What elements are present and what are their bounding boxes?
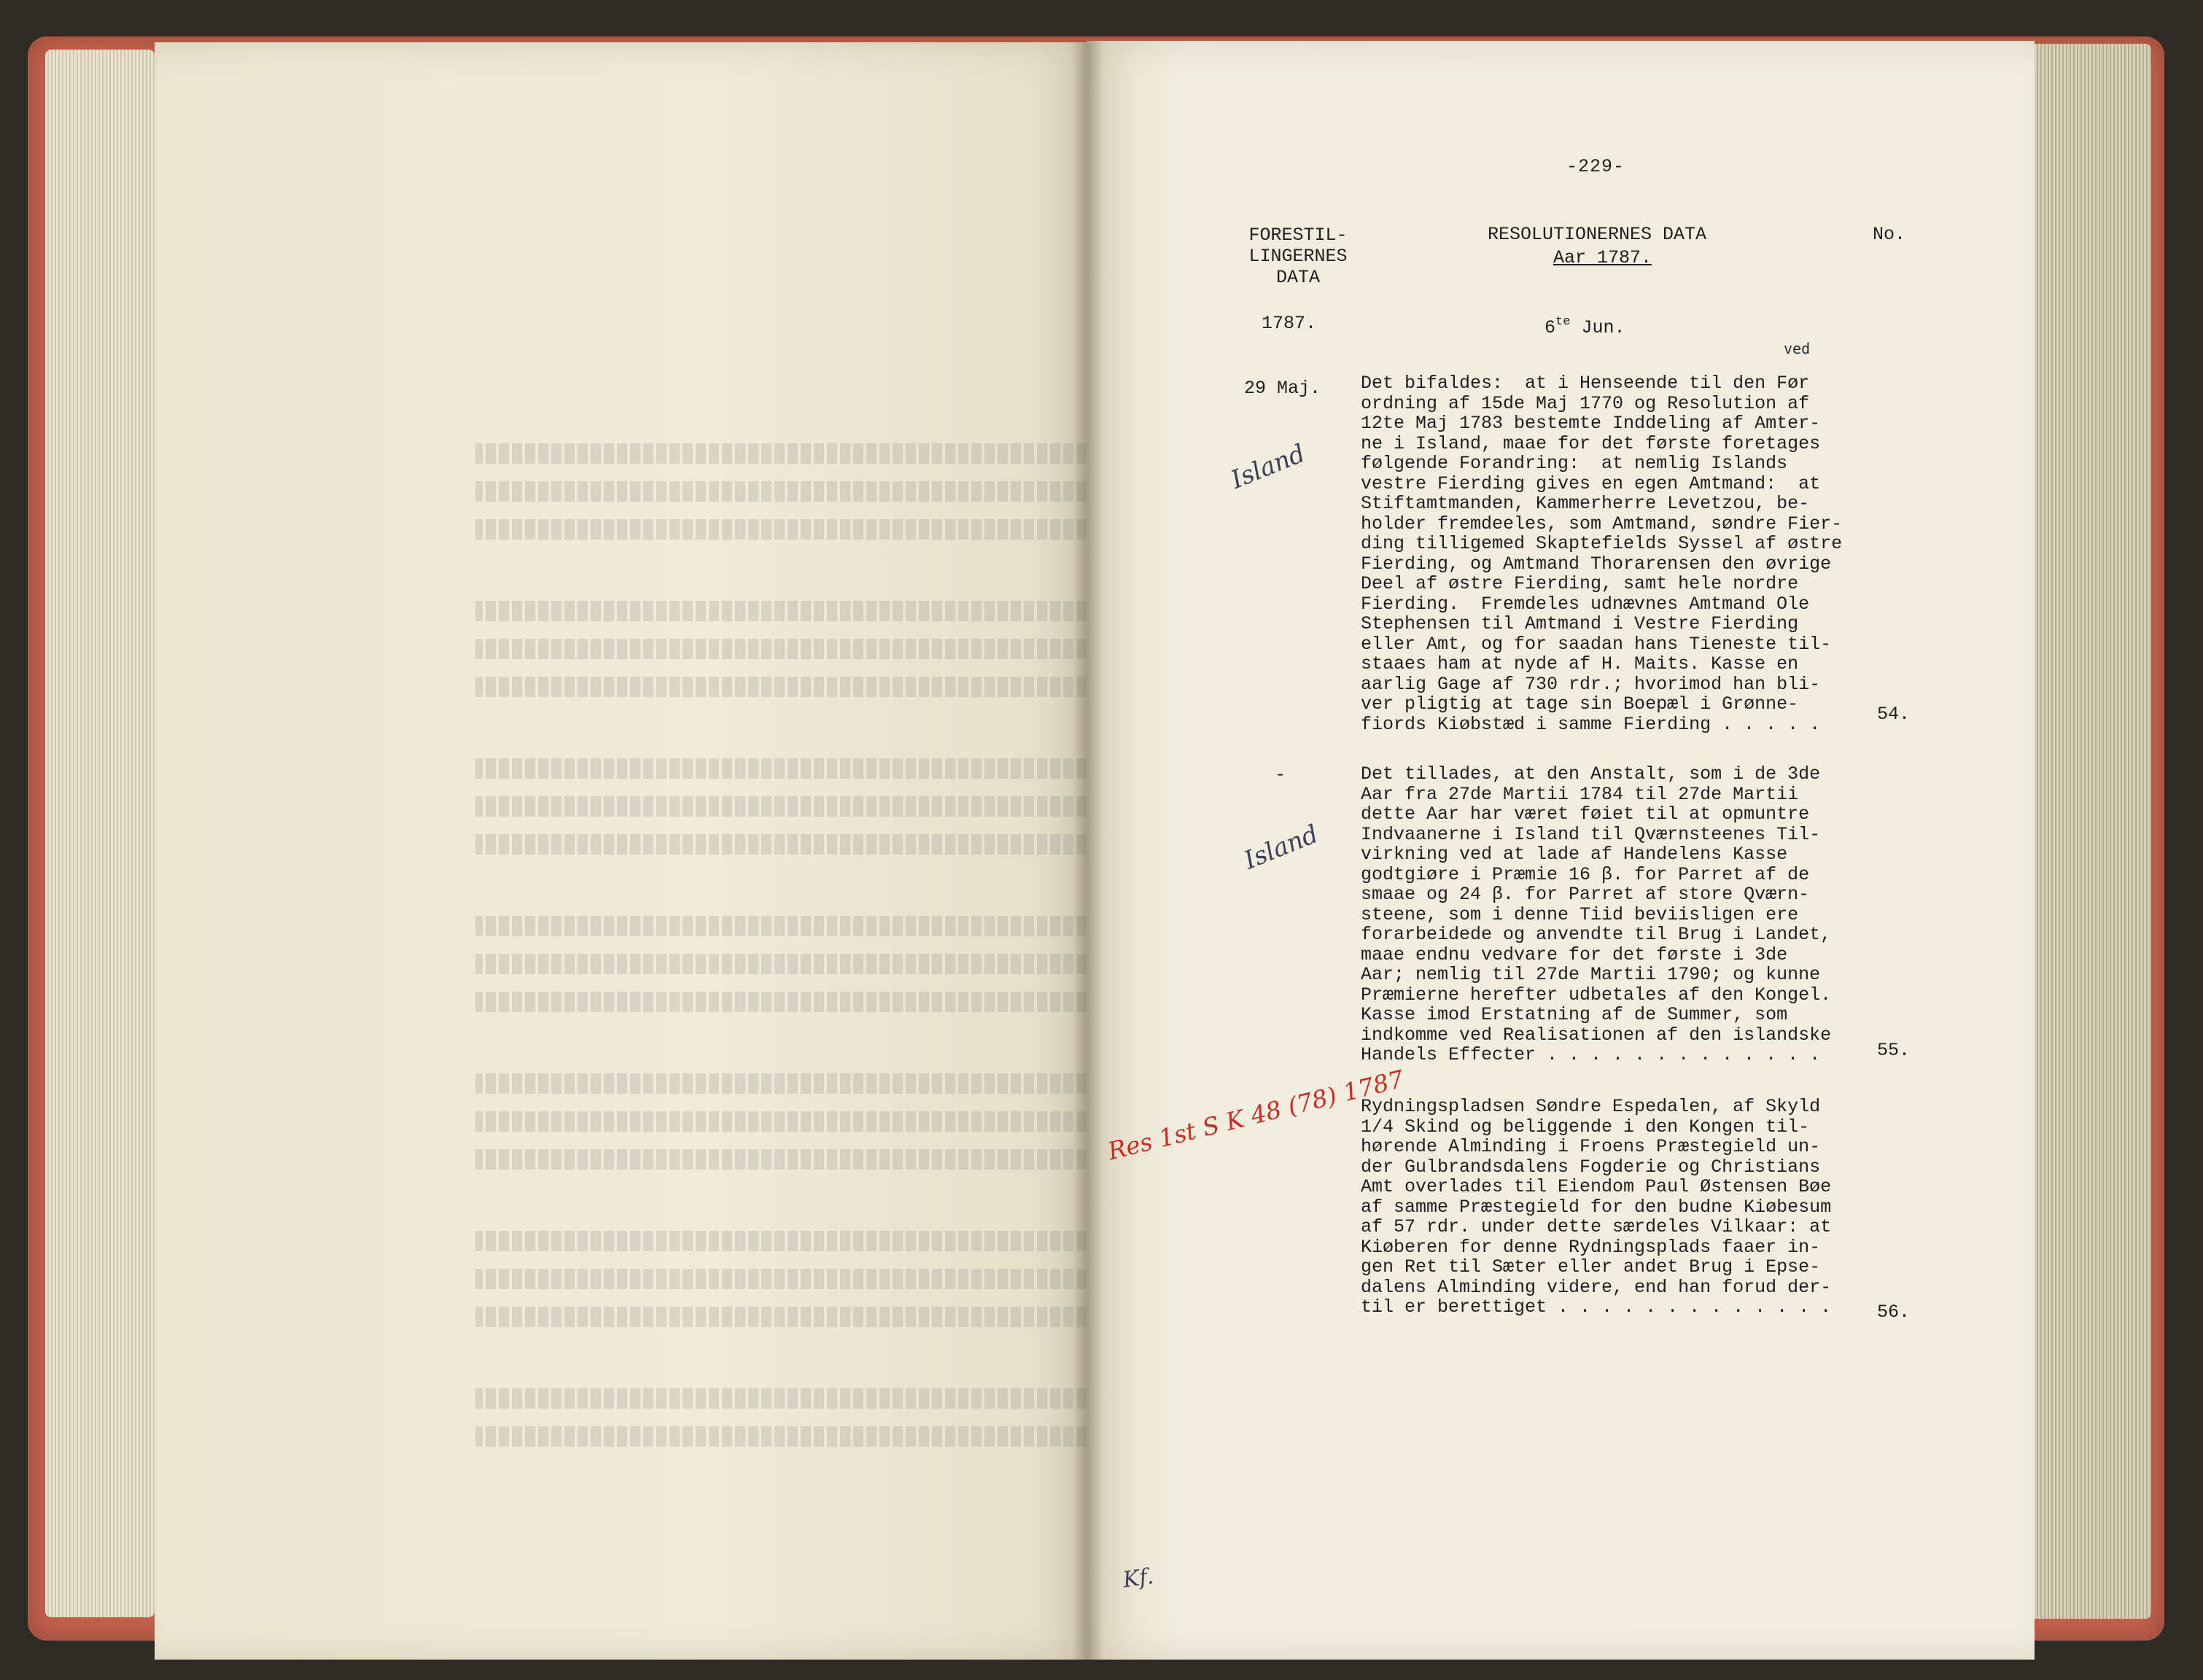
margin-note-island: Island xyxy=(1240,819,1323,876)
entry-date: 29 Maj. xyxy=(1244,378,1321,399)
column-header-resolutionernes: RESOLUTIONERNES DATA xyxy=(1488,224,1707,245)
entry-text: Det tillades, at den Anstalt, som i de 3de Aar fra 27de Martii 1784 til 27de Martii dette Aar har været føiet til at opmuntre Indvaanerne i Island til Qværnsteenes Til- virkning ved at lade af Handelens Kasse godtgiøre i Præmie 16 β. for Parret af de smaae og 24 β. for Parret af store Qværn- steene, som i denne Tiid beviisligen ere forarbeidede og anvendte til Brug i Landet, maae endnu vedvare for det første i 3de Aar; nemlig til 27de Martii 1790; og kunne Præmierne herefter udbetales af den Kongel. Kasse imod Erstatning af de Summer, som indkomme ved Realisationen af den islandske Handels Effecter . . . . . . . . . . . . . xyxy=(1361,763,1832,1065)
year-label: 1787. xyxy=(1262,313,1317,334)
column-header-aar: Aar 1787. xyxy=(1553,247,1652,268)
entry-text: Det bifaldes: at i Henseende til den Før ordning af 15de Maj 1770 og Resolution af 12te Maj 1783 bestemte Inddeling af Amter- ne i Island, maae for det første foretages følgende Forandring: at nemlig Islands vestre Fierding gives en egen Amtmand: at Stiftamtmanden, Kammerherre Levetzou, be- holder fremdeeles, som Amtmand, søndre Fier- ding tilligemed Skaptefields Syssel af østre Fierding, og Amtmand Thorarensen den øvrige Deel af østre Fierding, samt hele nordre Fierding. Fremdeles udnævnes Amtmand Ole Stephensen til Amtmand i Vestre Fierding eller Amt, og for saadan hans Tieneste til- staaes ham at nyde af H. Maits. Kasse en aarlig Gage af 730 rdr.; hvorimod han bli- ver pligtig at tage sin Boepæl i Grønne- fiords Kiøbstæd i samme Fierding . . . . . xyxy=(1361,373,1843,735)
date-heading: $6^{te}$ Jun. xyxy=(1545,315,1625,338)
entry-date: - xyxy=(1275,764,1286,785)
entry-number: 56. xyxy=(1877,1302,1911,1323)
column-header-no: No. xyxy=(1873,224,1906,245)
column-header-forestillingernes: FORESTIL- LINGERNES DATA xyxy=(1248,225,1348,288)
margin-note-island: Island xyxy=(1227,438,1310,495)
margin-note-red-reference: Res 1st S K 48 (78) 1787 xyxy=(1105,1064,1407,1166)
entry-number: 55. xyxy=(1877,1040,1911,1061)
bottom-handwritten-note: Kf. xyxy=(1121,1563,1156,1593)
page-edges-left xyxy=(45,50,155,1617)
page-number: -229- xyxy=(1566,156,1625,177)
entry-text: Rydningspladsen Søndre Espedalen, af Skyld 1/4 Skind og beliggende i den Kongen til- hørende Alminding i Froens Præstegield un- der Gulbrandsdalens Fogderie og Christians Amt overlades til Eiendom Paul Østensen Bøe af samme Præstegield for den budne Kiøbesum af 57 rdr. under dette særdeles Vilkaar: at Kiøberen for denne Rydningsplads faaer in- gen Ret til Sæter eller andet Brug i Epse- dalens Alminding videre, end han forud der- til er berettiget . . . . . . . . . . . . . xyxy=(1361,1096,1832,1318)
book-gutter xyxy=(1072,41,1104,1660)
page-edges-right xyxy=(2027,44,2151,1619)
insertion-mark: ved xyxy=(1784,340,1811,357)
left-page xyxy=(155,42,1087,1660)
entry-number: 54. xyxy=(1877,704,1911,725)
